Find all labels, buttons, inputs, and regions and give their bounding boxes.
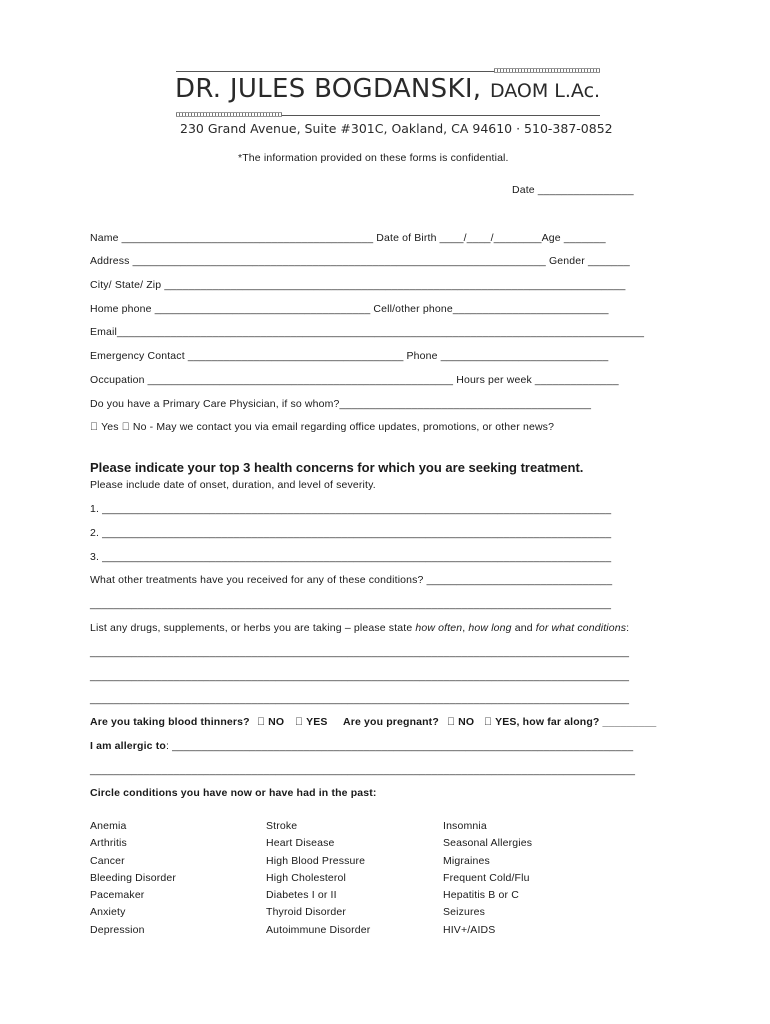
condition-item[interactable]: Pacemaker <box>90 889 145 902</box>
email-consent-checkboxes[interactable]: Yes No - May we contact you via email regarding office updates, promotions, or other news? <box>90 421 532 433</box>
condition-item[interactable]: High Blood Pressure <box>266 854 366 867</box>
drugs-prompt-colon: : <box>626 622 630 634</box>
drugs-line-2[interactable]: __________________________________________________________________________________________ <box>90 670 630 682</box>
allergy-line[interactable]: : _____________________________________________________________________________ <box>165 740 634 752</box>
bottom-rule <box>282 115 600 116</box>
bottom-hatch-decoration <box>176 112 282 117</box>
drugs-prompt <box>90 622 629 634</box>
drugs-prompt-sep: , <box>462 622 469 634</box>
other-treatments-field[interactable]: What other treatments have you received for any of these conditions? _______________________________ <box>90 574 613 586</box>
drugs-prompt-how-often: how often <box>415 622 463 634</box>
allergy-line-continued[interactable]: ___________________________________________________________________________________________ <box>90 764 636 776</box>
condition-item[interactable]: Arthritis <box>90 837 127 850</box>
drugs-prompt-text: List any drugs, supplements, or herbs you are taking – please state <box>90 622 416 634</box>
condition-item[interactable]: HIV+/AIDS <box>443 923 496 936</box>
allergy-field[interactable] <box>90 740 633 752</box>
concern-line-3[interactable]: 3. _____________________________________________________________________________________ <box>90 551 612 563</box>
condition-item[interactable]: Frequent Cold/Flu <box>443 871 530 884</box>
confidential-notice: *The information provided on these forms is confidential. <box>238 152 509 164</box>
condition-item[interactable]: Cancer <box>90 854 125 867</box>
condition-item[interactable]: Bleeding Disorder <box>90 871 177 884</box>
conditions-column-3 <box>443 818 532 939</box>
city-state-zip-field[interactable]: City/ State/ Zip _____________________________________________________________________________ <box>90 279 626 291</box>
concern-line-1[interactable]: 1. _____________________________________________________________________________________ <box>90 503 612 515</box>
doctor-credentials: DAOM L.Ac. <box>489 80 601 102</box>
health-concerns-heading: Please indicate your top 3 health concerns for which you are seeking treatment. <box>90 460 584 475</box>
email-field[interactable]: Email________________________________________________________________________________________ <box>90 326 645 338</box>
drugs-line-1[interactable]: __________________________________________________________________________________________ <box>90 646 630 658</box>
blood-thinners-question: Are you taking blood thinners? <box>90 716 250 728</box>
condition-item[interactable]: Migraines <box>443 854 490 867</box>
health-concerns-subheading: Please include date of onset, duration, and level of severity. <box>90 479 376 491</box>
condition-item[interactable]: Heart Disease <box>266 837 335 850</box>
condition-item[interactable]: High Cholesterol <box>266 871 347 884</box>
name-dob-age-field[interactable]: Name __________________________________________ Date of Birth ____/____/________Age _______ <box>90 232 606 244</box>
condition-item[interactable]: Seizures <box>443 906 486 919</box>
date-field[interactable]: Date ________________ <box>512 184 634 196</box>
condition-item[interactable]: Thyroid Disorder <box>266 906 347 919</box>
pregnant-question: Are you pregnant? <box>343 716 439 728</box>
emergency-contact-field[interactable]: Emergency Contact ____________________________________ Phone ____________________________ <box>90 350 609 362</box>
drugs-line-3[interactable]: __________________________________________________________________________________________ <box>90 693 630 705</box>
condition-item[interactable]: Diabetes I or II <box>266 889 337 902</box>
condition-item[interactable]: Stroke <box>266 820 298 832</box>
pregnant-yes-checkbox[interactable]: YES, how far along? _________ <box>484 716 646 728</box>
condition-item[interactable]: Anxiety <box>90 906 126 919</box>
phone-field[interactable]: Home phone ____________________________________ Cell/other phone__________________________ <box>90 303 609 315</box>
conditions-heading: Circle conditions you have now or have had in the past: <box>90 787 377 799</box>
concern-line-2[interactable]: 2. _____________________________________________________________________________________ <box>90 527 612 539</box>
conditions-column-2 <box>266 818 370 939</box>
allergy-label: I am allergic to <box>90 740 166 752</box>
condition-item[interactable]: Depression <box>90 923 145 936</box>
condition-item[interactable]: Hepatitis B or C <box>443 889 519 902</box>
occupation-field[interactable]: Occupation ___________________________________________________ Hours per week ______________ <box>90 374 619 386</box>
condition-item[interactable]: Seasonal Allergies <box>443 837 533 850</box>
primary-care-physician-field[interactable]: Do you have a Primary Care Physician, if so whom?__________________________________________ <box>90 398 592 410</box>
other-treatments-continued[interactable]: _______________________________________________________________________________________ <box>90 598 612 610</box>
drugs-prompt-and: and <box>511 622 536 634</box>
top-hatch-decoration <box>494 68 600 73</box>
drugs-prompt-how-long: how long <box>468 622 512 634</box>
condition-item[interactable]: Anemia <box>90 820 127 832</box>
doctor-name <box>175 74 600 104</box>
top-rule <box>176 71 494 72</box>
practice-address: 230 Grand Avenue, Suite #301C, Oakland, CA 94610 · 510-387-0852 <box>180 121 613 136</box>
condition-item[interactable]: Insomnia <box>443 820 487 832</box>
conditions-column-1 <box>90 818 176 939</box>
drugs-prompt-conditions: for what conditions <box>535 622 627 634</box>
blood-thinners-yes-checkbox[interactable]: YES <box>295 716 317 728</box>
doctor-name-text: DR. JULES BOGDANSKI, <box>175 74 482 104</box>
address-gender-field[interactable]: Address _____________________________________________________________________ Gender _______ <box>90 255 630 267</box>
pregnant-no-checkbox[interactable]: NO <box>447 716 464 728</box>
condition-item[interactable]: Autoimmune Disorder <box>266 923 371 936</box>
blood-thinners-no-checkbox[interactable]: NO <box>257 716 274 728</box>
